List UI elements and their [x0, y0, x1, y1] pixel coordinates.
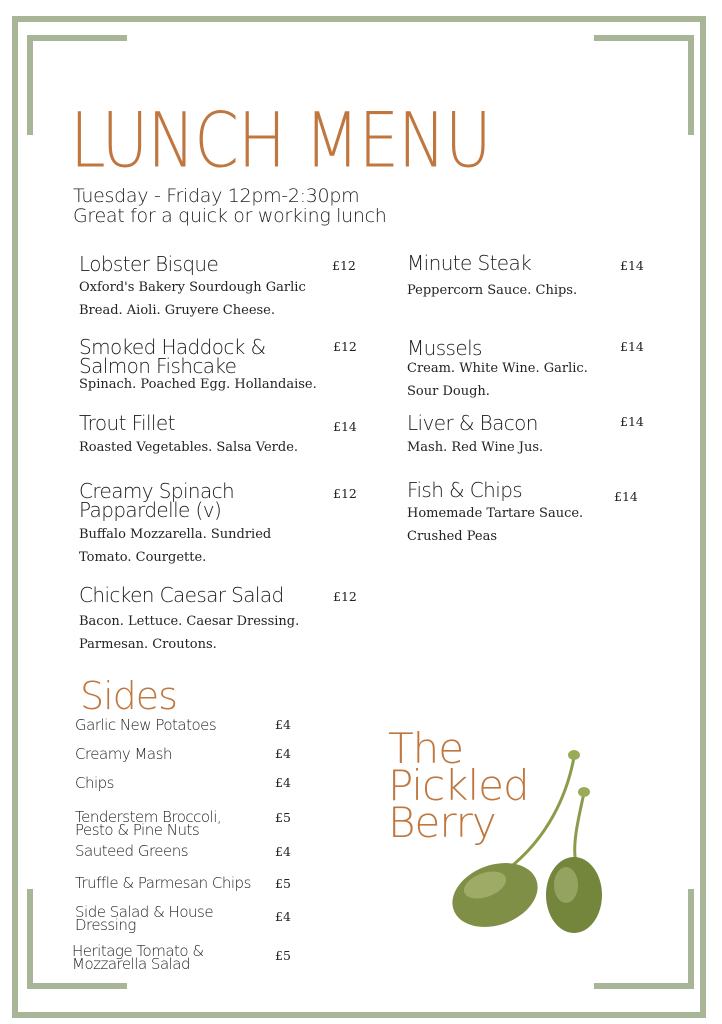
dish-description: Roasted Vegetables. Salsa Verde. [79, 440, 299, 455]
dish-name: Trout Fillet [79, 411, 175, 435]
corner-bracket-top-right [594, 35, 694, 41]
dish-description: Cream. White Wine. Garlic. Sour Dough. [407, 361, 588, 399]
dish-description: Homemade Tartare Sauce. Crushed Peas [407, 506, 584, 544]
dish-description: Buffalo Mozzarella. Sundried Tomato. Courgette. [79, 527, 272, 565]
side-name: Side Salad & House Dressing [75, 903, 214, 934]
side-price: £4 [275, 844, 291, 859]
side-name: Garlic New Potatoes [75, 716, 217, 734]
pickled-berry-illustration [450, 745, 650, 940]
corner-bracket-bottom-left [27, 983, 127, 989]
side-price: £5 [275, 810, 291, 825]
side-price: £5 [275, 948, 291, 963]
corner-bracket-bottom-right [594, 983, 694, 989]
side-name: Truffle & Parmesan Chips [75, 874, 251, 892]
side-name: Creamy Mash [75, 745, 172, 763]
dish-name: Lobster Bisque [79, 252, 219, 276]
dish-price: £14 [620, 258, 644, 273]
side-price: £4 [275, 775, 291, 790]
dish-description: Bacon. Lettuce. Caesar Dressing. Parmesan. Croutons. [79, 614, 300, 652]
subtitle-tagline: Great for a quick or working lunch [73, 205, 387, 227]
corner-bracket-top-right-vertical [688, 35, 694, 135]
side-name: Sauteed Greens [75, 842, 189, 860]
sides-title: Sides [80, 674, 177, 718]
dish-price: £12 [332, 258, 356, 273]
dish-name: Fish & Chips [407, 478, 523, 502]
logo-line-pickled: Pickled [388, 761, 529, 810]
side-name: Tenderstem Broccoli, Pesto & Pine Nuts [75, 808, 222, 839]
dish-price: £12 [333, 589, 357, 604]
dish-name: Smoked Haddock & Salmon Fishcake [79, 335, 266, 378]
dish-name: Mussels [407, 336, 482, 360]
side-name: Heritage Tomato & Mozzarella Salad [72, 942, 204, 973]
dish-price: £14 [333, 419, 357, 434]
dish-description: Peppercorn Sauce. Chips. [407, 283, 578, 298]
menu-title: LUNCH MENU [70, 98, 491, 186]
dish-name: Minute Steak [407, 251, 532, 275]
dish-price: £12 [333, 486, 357, 501]
dish-price: £14 [620, 339, 644, 354]
dish-name: Liver & Bacon [407, 411, 538, 435]
corner-bracket-top-left-vertical [27, 35, 33, 135]
corner-bracket-top-left [27, 35, 127, 41]
stem-tip-right [578, 787, 590, 797]
berry-right-highlight [554, 867, 578, 903]
dish-name: Chicken Caesar Salad [79, 583, 284, 607]
logo-line-the: The [388, 724, 464, 773]
side-price: £4 [275, 746, 291, 761]
logo-line-berry: Berry [388, 798, 496, 847]
dish-price: £12 [333, 339, 357, 354]
dish-price: £14 [614, 489, 638, 504]
side-price: £4 [275, 909, 291, 924]
berry-left [450, 852, 547, 938]
dish-description: Spinach. Poached Egg. Hollandaise. [79, 377, 317, 392]
menu-subtitle [73, 186, 387, 226]
berry-stem-left [500, 757, 574, 875]
subtitle-hours: Tuesday - Friday 12pm-2:30pm [73, 185, 360, 207]
dish-description: Oxford's Bakery Sourdough Garlic Bread. Aioli. Gruyere Cheese. [79, 280, 306, 318]
berry-stem-right [575, 793, 584, 863]
dish-description: Mash. Red Wine Jus. [407, 440, 544, 455]
corner-bracket-bottom-left-vertical [27, 889, 33, 989]
stem-tip-left [568, 750, 580, 760]
dish-name: Creamy Spinach Pappardelle (v) [79, 479, 235, 522]
dish-price: £14 [620, 414, 644, 429]
side-price: £5 [275, 876, 291, 891]
side-name: Chips [75, 774, 114, 792]
side-price: £4 [275, 717, 291, 732]
corner-bracket-bottom-right-vertical [688, 889, 694, 989]
